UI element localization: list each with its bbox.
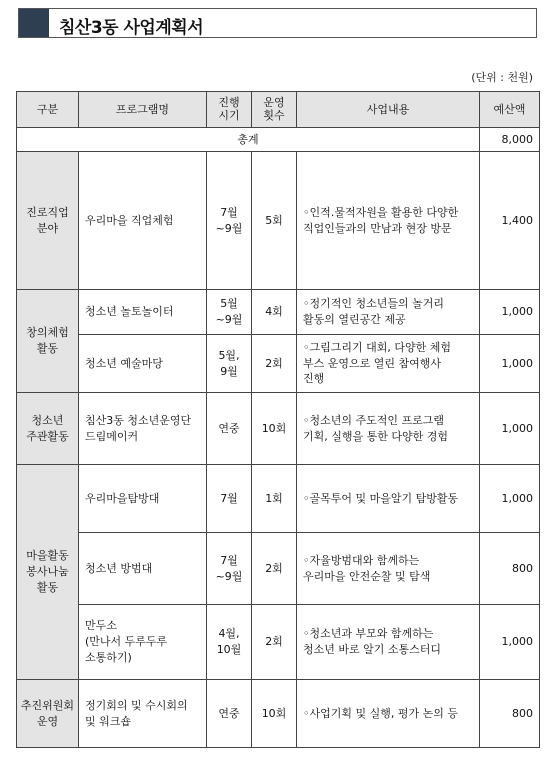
content-cell: ◦청소년의 주도적인 프로그램 기획, 실행을 통한 다양한 경험 <box>297 393 480 465</box>
count-cell: 10회 <box>252 393 297 465</box>
total-budget: 8,000 <box>480 128 540 152</box>
count-cell: 2회 <box>252 605 297 680</box>
budget-cell: 1,000 <box>480 393 540 465</box>
table-row <box>17 152 540 290</box>
header-period: 진행 시기 <box>207 92 252 128</box>
content-cell: ◦청소년과 부모와 함께하는 청소년 바로 알기 소통스터디 <box>297 605 480 680</box>
program-cell: 정기회의 및 수시회의 및 워크숍 <box>79 680 207 748</box>
program-cell: 우리마을 직업체험 <box>79 152 207 290</box>
budget-cell: 1,000 <box>480 290 540 335</box>
program-cell: 침산3동 청소년운영단 드림메이커 <box>79 393 207 465</box>
count-cell: 2회 <box>252 335 297 393</box>
category-cell: 청소년 주관활동 <box>17 393 79 465</box>
budget-cell: 1,000 <box>480 465 540 533</box>
budget-cell: 1,400 <box>480 152 540 290</box>
count-cell: 5회 <box>252 152 297 290</box>
table-row <box>17 533 540 605</box>
total-row <box>17 128 540 152</box>
period-cell: 4월, 10월 <box>207 605 252 680</box>
category-cell: 창의체험 활동 <box>17 290 79 393</box>
category-cell: 추진위원회 운영 <box>17 680 79 748</box>
table-row <box>17 393 540 465</box>
table-row <box>17 465 540 533</box>
title-accent-bar <box>19 9 49 37</box>
count-cell: 1회 <box>252 465 297 533</box>
header-category: 구분 <box>17 92 79 128</box>
table-row <box>17 605 540 680</box>
program-cell: 만두소 (만나서 두루두루 소통하기) <box>79 605 207 680</box>
header-budget: 예산액 <box>480 92 540 128</box>
header-program: 프로그램명 <box>79 92 207 128</box>
total-label: 총계 <box>17 128 480 152</box>
program-cell: 청소년 놀토놀이터 <box>79 290 207 335</box>
category-cell: 진로직업 분야 <box>17 152 79 290</box>
content-cell: ◦정기적인 청소년들의 놀거리 활동의 열린공간 제공 <box>297 290 480 335</box>
table-row <box>17 290 540 335</box>
unit-note: (단위 : 천원) <box>471 71 533 84</box>
budget-cell: 800 <box>480 680 540 748</box>
period-cell: 5월 ~9월 <box>207 290 252 335</box>
content-cell: ◦인적․물적자원을 활용한 다양한 직업인들과의 만남과 현장 방문 <box>297 152 480 290</box>
table-row <box>17 680 540 748</box>
plan-table <box>16 91 540 748</box>
content-cell: ◦골목투어 및 마을알기 탐방활동 <box>297 465 480 533</box>
budget-cell: 1,000 <box>480 605 540 680</box>
period-cell: 5월, 9월 <box>207 335 252 393</box>
category-cell: 마을활동 봉사나눔 활동 <box>17 465 79 680</box>
content-cell: ◦사업기획 및 실행, 평가 논의 등 <box>297 680 480 748</box>
table-row <box>17 335 540 393</box>
content-cell: ◦그림그리기 대회, 다양한 체험 부스 운영으로 열린 참여행사 진행 <box>297 335 480 393</box>
page-title: 침산3동 사업계획서 <box>59 18 204 38</box>
budget-cell: 800 <box>480 533 540 605</box>
period-cell: 7월 <box>207 465 252 533</box>
header-count: 운영 횟수 <box>252 92 297 128</box>
header-row <box>17 92 540 128</box>
header-content: 사업내용 <box>297 92 480 128</box>
period-cell: 7월 ~9월 <box>207 533 252 605</box>
program-cell: 청소년 예술마당 <box>79 335 207 393</box>
period-cell: 7월 ~9월 <box>207 152 252 290</box>
count-cell: 2회 <box>252 533 297 605</box>
count-cell: 10회 <box>252 680 297 748</box>
budget-cell: 1,000 <box>480 335 540 393</box>
count-cell: 4회 <box>252 290 297 335</box>
program-cell: 우리마을탐방대 <box>79 465 207 533</box>
content-cell: ◦자율방범대와 함께하는 우리마을 안전순찰 및 탐색 <box>297 533 480 605</box>
period-cell: 연중 <box>207 680 252 748</box>
period-cell: 연중 <box>207 393 252 465</box>
program-cell: 청소년 방범대 <box>79 533 207 605</box>
title-box <box>18 8 537 38</box>
